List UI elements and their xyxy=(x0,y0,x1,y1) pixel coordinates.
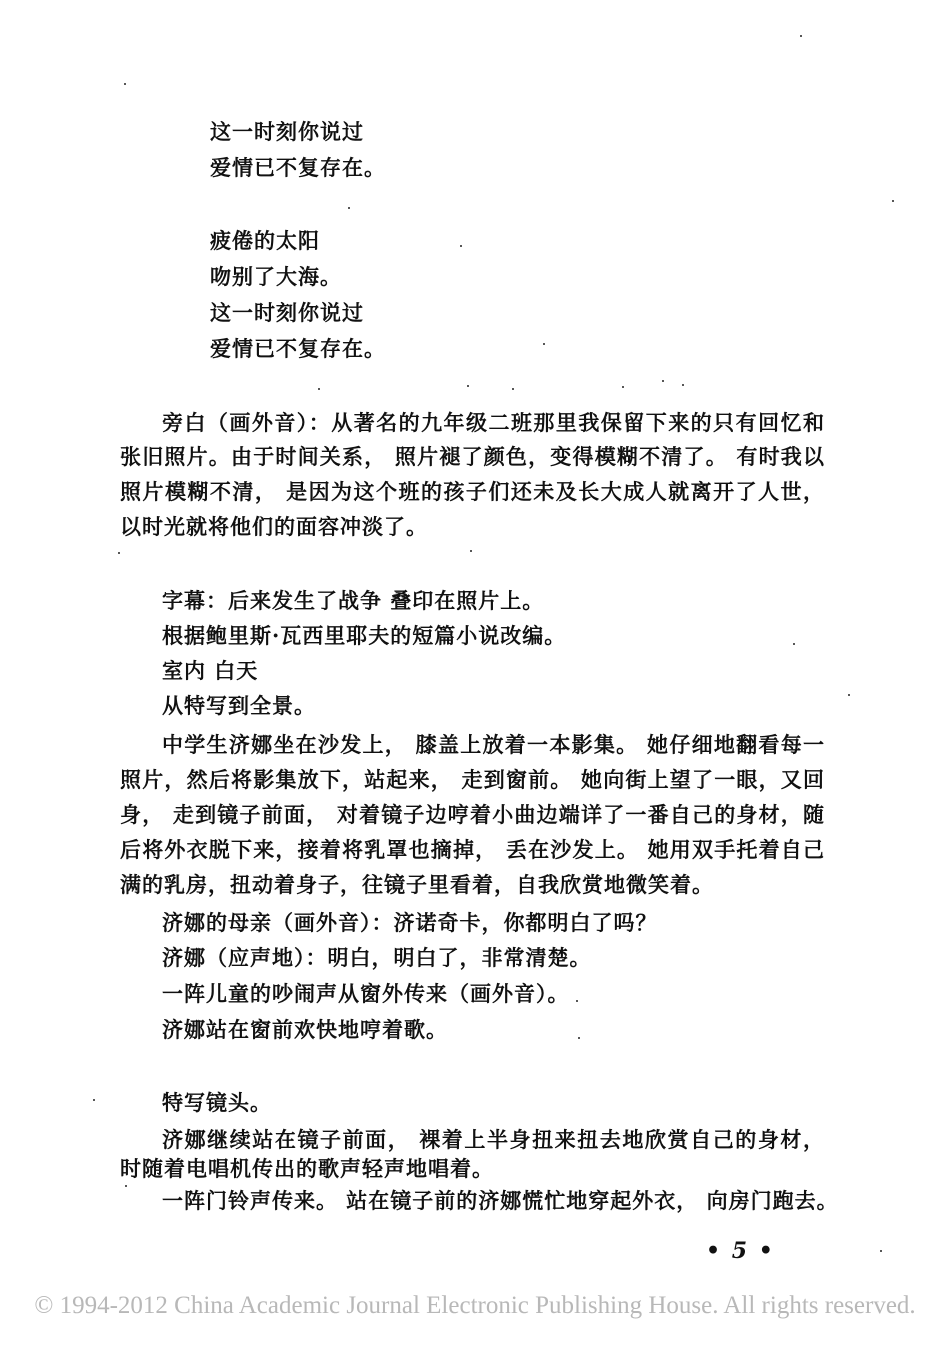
action-line: 一阵门铃声传来。 站在镜子前的济娜慌忙地穿起外衣， 向房门跑去。 xyxy=(162,1188,839,1213)
poem-line: 疲倦的太阳 xyxy=(210,228,320,253)
dialogue-line: 济娜（应声地）：明白，明白了，非常清楚。 xyxy=(162,945,592,970)
scan-speck xyxy=(892,200,894,202)
shot-heading: 从特写到全景。 xyxy=(162,693,316,718)
scene-line: 时随着电唱机传出的歌声轻声地唱着。 xyxy=(120,1156,494,1181)
narration-line: 以时光就将他们的面容冲淡了。 xyxy=(120,514,428,539)
scene-line: 后将外衣脱下来，接着将乳罩也摘掉， 丢在沙发上。 她用双手托着自己 xyxy=(120,837,825,862)
narration-line: 照片模糊不清， 是因为这个班的孩子们还未及长大成人就离开了人世， xyxy=(120,479,825,504)
scan-speck xyxy=(124,83,126,85)
action-line: 济娜站在窗前欢快地哼着歌。 xyxy=(162,1017,448,1042)
scan-speck xyxy=(576,1000,578,1002)
scene-heading: 室内 白天 xyxy=(162,658,259,683)
scan-speck xyxy=(662,380,664,382)
scan-speck xyxy=(348,207,350,209)
scene-line: 中学生济娜坐在沙发上， 膝盖上放着一本影集。 她仔细地翻看每一 xyxy=(162,732,825,757)
scan-speck xyxy=(318,388,320,390)
poem-line: 这一时刻你说过 xyxy=(210,119,364,144)
subtitle-caption: 字幕：后来发生了战争 叠印在照片上。 xyxy=(162,588,545,613)
dialogue-line: 济娜的母亲（画外音）：济诺奇卡，你都明白了吗？ xyxy=(162,910,658,935)
scan-speck xyxy=(467,385,469,387)
page-number: • 5 • xyxy=(706,1238,775,1264)
scan-speck xyxy=(578,1037,580,1039)
scan-speck xyxy=(848,694,850,696)
scene-line: 照片，然后将影集放下，站起来， 走到窗前。 她向街上望了一眼，又回 xyxy=(120,767,825,792)
action-line: 一阵儿童的吵闹声从窗外传来（画外音）。 xyxy=(162,981,570,1006)
copyright-notice: © 1994-2012 China Academic Journal Electronic Publishing House. All rights reserved. xyxy=(34,1292,916,1319)
scan-speck xyxy=(543,343,545,345)
poem-line: 这一时刻你说过 xyxy=(210,300,364,325)
scan-speck xyxy=(118,552,120,554)
scene-line: 满的乳房，扭动着身子，往镜子里看着，自我欣赏地微笑着。 xyxy=(120,872,714,897)
scene-line: 身， 走到镜子前面， 对着镜子边哼着小曲边端详了一番自己的身材，随 xyxy=(120,802,825,827)
scene-line: 济娜继续站在镜子前面， 裸着上半身扭来扭去地欣赏自己的身材， xyxy=(162,1127,825,1152)
scan-speck xyxy=(880,1250,882,1252)
scan-speck xyxy=(682,384,684,386)
poem-line: 吻别了大海。 xyxy=(210,264,342,289)
scan-speck xyxy=(622,386,624,388)
shot-heading: 特写镜头。 xyxy=(162,1090,272,1115)
poem-line: 爱情已不复存在。 xyxy=(210,155,386,180)
scan-speck xyxy=(125,1185,127,1187)
narration-line: 张旧照片。由于时间关系， 照片褪了颜色，变得模糊不清了。 有时我以 xyxy=(120,444,825,469)
scan-speck xyxy=(470,550,472,552)
scan-speck xyxy=(512,388,514,390)
scan-speck xyxy=(93,1099,95,1101)
source-caption: 根据鲍里斯·瓦西里耶夫的短篇小说改编。 xyxy=(162,623,567,648)
poem-line: 爱情已不复存在。 xyxy=(210,336,386,361)
scan-speck xyxy=(460,245,462,247)
scan-speck xyxy=(800,35,802,37)
scan-speck xyxy=(793,643,795,645)
narration-line: 旁白（画外音）：从著名的九年级二班那里我保留下来的只有回忆和 xyxy=(162,410,825,435)
